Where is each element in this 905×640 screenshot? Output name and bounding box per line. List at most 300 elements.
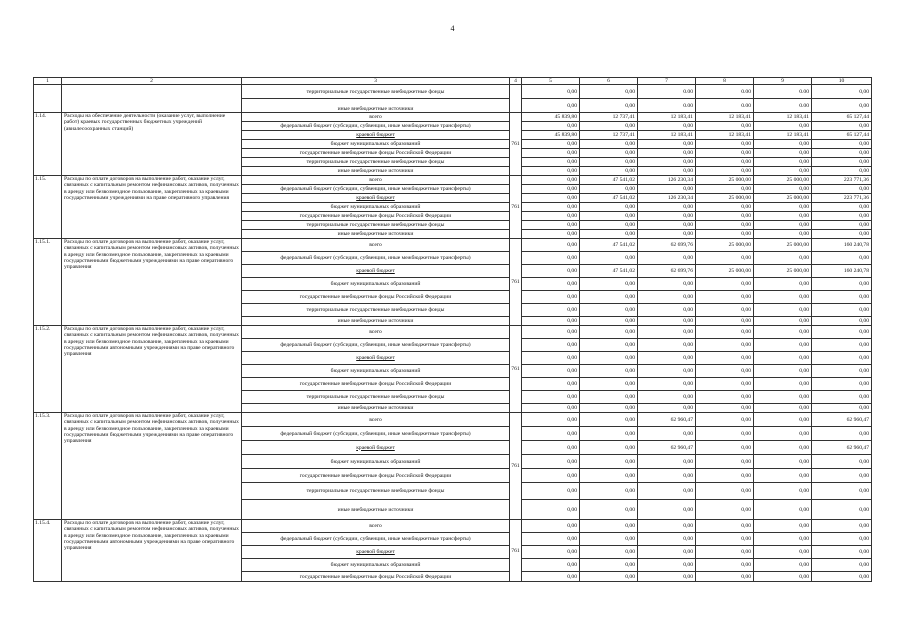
value-cell: 0,00 <box>754 149 812 158</box>
value-cell: 0,00 <box>696 167 754 176</box>
value-cell: 45 839,80 <box>522 131 580 140</box>
value-cell: 0,00 <box>638 212 696 221</box>
value-cell: 0,00 <box>580 365 638 378</box>
value-cell: 0,00 <box>696 278 754 291</box>
value-cell: 62 699,76 <box>638 265 696 278</box>
value-cell: 0,00 <box>522 176 580 185</box>
row-name-cell: Расходы по оплате договоров на выполнение работ, оказание услуг, связанных с капитальным ремонтом нефинансовых активов, полученных в аренду или безвозмездное пользование, закрепленных за краевыми государственными бюджетными учреждениями на праве оперативного управления <box>62 413 242 520</box>
value-cell: 0,00 <box>580 339 638 352</box>
value-cell: 0,00 <box>522 230 580 239</box>
value-cell: 0,00 <box>812 158 872 167</box>
value-cell: 0,00 <box>696 500 754 520</box>
value-cell: 0,00 <box>696 339 754 352</box>
value-cell: 160 240,78 <box>812 265 872 278</box>
value-cell: 0,00 <box>522 252 580 265</box>
value-cell: 0,00 <box>638 252 696 265</box>
value-cell: 0,00 <box>696 326 754 339</box>
table-row <box>34 326 872 339</box>
source-cell: всего <box>242 520 510 533</box>
value-cell: 25 000,00 <box>754 176 812 185</box>
value-cell: 0,00 <box>812 483 872 500</box>
row-name-cell: Расходы по оплате договоров на выполнение работ, оказание услуг, связанных с капитальным ремонтом нефинансовых активов, полученных в аренду или безвозмездное пользование, закрепленных за краевыми государственными автономными учреждениями на праве оперативного управления <box>62 326 242 413</box>
value-cell: 62 960,47 <box>638 413 696 427</box>
source-cell: краевой бюджет <box>242 441 510 455</box>
value-cell: 0,00 <box>522 194 580 203</box>
value-cell: 0,00 <box>580 278 638 291</box>
header-cell: 1 <box>34 78 62 85</box>
value-cell: 0,00 <box>522 483 580 500</box>
source-cell: бюджет муниципальных образований <box>242 278 510 291</box>
value-cell: 0,00 <box>638 404 696 413</box>
value-cell: 126 230,34 <box>638 194 696 203</box>
value-cell: 0,00 <box>580 85 638 99</box>
value-cell: 0,00 <box>812 99 872 113</box>
value-cell: 0,00 <box>522 167 580 176</box>
value-cell: 0,00 <box>580 378 638 391</box>
value-cell: 0,00 <box>522 455 580 469</box>
value-cell: 0,00 <box>754 520 812 533</box>
header-cell: 3 <box>242 78 510 85</box>
value-cell: 0,00 <box>638 278 696 291</box>
source-cell: иные внебюджетные источники <box>242 99 510 113</box>
source-cell: территориальные государственные внебюджетные фонды <box>242 391 510 404</box>
value-cell: 0,00 <box>812 221 872 230</box>
value-cell: 0,00 <box>638 546 696 559</box>
row-name-cell: Расходы на обеспечение деятельности (оказание услуг, выполнение работ) краевых государственных бюджетных учреждений (авиалесоохранных станций) <box>62 113 242 176</box>
row-name-cell: Расходы по оплате договоров на выполнение работ, оказание услуг, связанных с капитальным ремонтом нефинансовых активов, полученных в аренду или безвозмездное пользование, закрепленных за краевыми государственными автономными учреждениями на праве оперативного управления <box>62 520 242 582</box>
row-name-cell: Расходы по оплате договоров на выполнение работ, оказание услуг, связанных с капитальным ремонтом нефинансовых активов, полученных в аренду или безвозмездное пользование, закрепленных за краевыми государственными учреждениями на праве оперативного управления <box>62 176 242 239</box>
code-cell: 761 <box>510 113 522 176</box>
header-cell: 6 <box>580 78 638 85</box>
row-number-cell: 1.15.4. <box>34 520 62 582</box>
value-cell: 0,00 <box>696 441 754 455</box>
value-cell: 0.00 <box>754 99 812 113</box>
source-cell: всего <box>242 326 510 339</box>
value-cell: 0,00 <box>522 185 580 194</box>
value-cell: 0,00 <box>522 99 580 113</box>
source-cell: государственные внебюджетные фонды Российской Федерации <box>242 291 510 304</box>
header-cell: 8 <box>696 78 754 85</box>
row-number-cell: 1.15.2. <box>34 326 62 413</box>
value-cell: 47 541,02 <box>580 265 638 278</box>
row-number-cell: 1.15.1. <box>34 239 62 326</box>
table-row <box>34 239 872 252</box>
header-cell: 5 <box>522 78 580 85</box>
value-cell: 47 541,02 <box>580 239 638 252</box>
value-cell: 0,00 <box>696 149 754 158</box>
value-cell: 0,00 <box>580 317 638 326</box>
value-cell: 25 000,00 <box>696 265 754 278</box>
source-cell: иные внебюджетные источники <box>242 404 510 413</box>
value-cell: 0,00 <box>522 278 580 291</box>
value-cell: 65 127,44 <box>812 131 872 140</box>
value-cell: 0,00 <box>696 140 754 149</box>
value-cell: 223 771,36 <box>812 194 872 203</box>
value-cell: 0,00 <box>580 326 638 339</box>
value-cell: 0,00 <box>580 212 638 221</box>
value-cell: 0,00 <box>580 455 638 469</box>
table-row <box>34 413 872 427</box>
row-number-cell: 1.15. <box>34 176 62 239</box>
value-cell: 47 541,02 <box>580 194 638 203</box>
value-cell: 0,00 <box>580 533 638 546</box>
value-cell: 62 960,47 <box>812 413 872 427</box>
value-cell: 47 541,02 <box>580 176 638 185</box>
source-cell: территориальные государственные внебюджетные фонды <box>242 85 510 99</box>
value-cell: 0,00 <box>522 559 580 572</box>
source-cell: государственные внебюджетные фонды Российской Федерации <box>242 469 510 483</box>
value-cell: 62 960,47 <box>812 441 872 455</box>
value-cell: 0,00 <box>638 221 696 230</box>
value-cell: 0,00 <box>696 413 754 427</box>
value-cell: 0,00 <box>696 378 754 391</box>
value-cell: 0,00 <box>754 378 812 391</box>
value-cell: 0,00 <box>754 559 812 572</box>
source-cell: государственные внебюджетные фонды Российской Федерации <box>242 378 510 391</box>
value-cell: 0,00 <box>522 239 580 252</box>
value-cell: 12 183,41 <box>754 131 812 140</box>
header-cell: 9 <box>754 78 812 85</box>
value-cell: 0,00 <box>522 572 580 582</box>
value-cell: 0,00 <box>754 469 812 483</box>
value-cell: 0,00 <box>754 483 812 500</box>
value-cell: 12 183,41 <box>696 131 754 140</box>
value-cell: 0,00 <box>580 304 638 317</box>
value-cell: 0,00 <box>522 122 580 131</box>
value-cell: 0,00 <box>580 404 638 413</box>
value-cell: 0,00 <box>696 212 754 221</box>
source-cell: территориальные государственные внебюджетные фонды <box>242 158 510 167</box>
value-cell: 0,00 <box>812 304 872 317</box>
source-cell: государственные внебюджетные фонды Российской Федерации <box>242 572 510 582</box>
value-cell: 0.00 <box>638 85 696 99</box>
table-row <box>34 113 872 122</box>
value-cell: 0,00 <box>522 413 580 427</box>
value-cell: 0,00 <box>522 212 580 221</box>
value-cell: 0,00 <box>522 365 580 378</box>
source-cell: иные внебюджетные источники <box>242 500 510 520</box>
value-cell: 0,00 <box>754 221 812 230</box>
value-cell: 0,00 <box>580 122 638 131</box>
value-cell: 0,00 <box>638 149 696 158</box>
value-cell: 0,00 <box>812 391 872 404</box>
source-cell: государственные внебюджетные фонды Российской Федерации <box>242 212 510 221</box>
source-cell: федеральный бюджет (субсидии, субвенции, иные межбюджетные трансферты) <box>242 533 510 546</box>
value-cell: 0,00 <box>812 149 872 158</box>
value-cell: 0,00 <box>812 520 872 533</box>
value-cell: 0,00 <box>580 520 638 533</box>
value-cell: 0,00 <box>696 546 754 559</box>
code-cell: 761 <box>510 413 522 520</box>
value-cell: 0,00 <box>754 122 812 131</box>
row-name-cell: Расходы по оплате договоров на выполнение работ, оказание услуг, связанных с капитальным ремонтом нефинансовых активов, полученных в аренду или безвозмездное пользование, закрепленных за краевыми государственными бюджетными учреждениями на праве оперативного управления <box>62 239 242 326</box>
value-cell: 0,00 <box>696 404 754 413</box>
value-cell: 0,00 <box>696 291 754 304</box>
header-cell: 10 <box>812 78 872 85</box>
value-cell: 0,00 <box>812 500 872 520</box>
value-cell: 0,00 <box>522 265 580 278</box>
table-row <box>34 520 872 533</box>
value-cell: 0,00 <box>696 252 754 265</box>
value-cell: 12 183,41 <box>696 113 754 122</box>
value-cell: 223 771,36 <box>812 176 872 185</box>
value-cell: 160 240,78 <box>812 239 872 252</box>
row-number-cell: 1.15.3. <box>34 413 62 520</box>
source-cell: краевой бюджет <box>242 352 510 365</box>
value-cell: 0,00 <box>580 559 638 572</box>
source-cell: федеральный бюджет (субсидии, субвенции, иные межбюджетные трансферты) <box>242 185 510 194</box>
value-cell: 0,00 <box>754 304 812 317</box>
value-cell: 0,00 <box>754 140 812 149</box>
source-cell: бюджет муниципальных образований <box>242 455 510 469</box>
value-cell: 25 000,00 <box>696 194 754 203</box>
value-cell: 0,00 <box>812 533 872 546</box>
source-cell: территориальные государственные внебюджетные фонды <box>242 304 510 317</box>
value-cell: 0,00 <box>754 167 812 176</box>
value-cell: 0,00 <box>754 317 812 326</box>
value-cell: 0,00 <box>696 203 754 212</box>
value-cell: 0,00 <box>754 546 812 559</box>
source-cell: бюджет муниципальных образований <box>242 559 510 572</box>
value-cell: 0,00 <box>522 441 580 455</box>
value-cell: 0,00 <box>580 413 638 427</box>
value-cell: 0,00 <box>696 317 754 326</box>
source-cell: территориальные государственные внебюджетные фонды <box>242 483 510 500</box>
value-cell: 0,00 <box>696 391 754 404</box>
value-cell: 25 000,00 <box>696 176 754 185</box>
source-cell: территориальные государственные внебюджетные фонды <box>242 221 510 230</box>
value-cell: 0,00 <box>638 339 696 352</box>
value-cell: 0,00 <box>754 203 812 212</box>
value-cell: 0,00 <box>638 326 696 339</box>
value-cell: 0,00 <box>638 167 696 176</box>
code-cell <box>510 85 522 113</box>
table-row <box>34 85 872 99</box>
code-cell: 761 <box>510 176 522 239</box>
value-cell: 0,00 <box>812 378 872 391</box>
value-cell: 0,00 <box>754 365 812 378</box>
value-cell: 0,00 <box>638 520 696 533</box>
value-cell: 0,00 <box>812 212 872 221</box>
value-cell: 0,00 <box>638 500 696 520</box>
value-cell: 0,00 <box>638 572 696 582</box>
value-cell: 0,00 <box>754 291 812 304</box>
code-cell: 761 <box>510 326 522 413</box>
value-cell: 0,00 <box>522 546 580 559</box>
value-cell: 0,00 <box>522 203 580 212</box>
header-cell: 2 <box>62 78 242 85</box>
value-cell: 0,00 <box>638 365 696 378</box>
value-cell: 0,00 <box>696 483 754 500</box>
value-cell: 0,00 <box>754 252 812 265</box>
value-cell: 12 183,41 <box>638 131 696 140</box>
value-cell: 0,00 <box>580 230 638 239</box>
value-cell: 0,00 <box>522 391 580 404</box>
value-cell: 0,00 <box>754 278 812 291</box>
value-cell: 25 000,00 <box>754 194 812 203</box>
code-cell: 761 <box>510 520 522 582</box>
value-cell: 0,00 <box>812 339 872 352</box>
budget-table <box>33 77 872 582</box>
value-cell: 0,00 <box>638 352 696 365</box>
value-cell: 0,00 <box>580 158 638 167</box>
source-cell: краевой бюджет <box>242 131 510 140</box>
source-cell: бюджет муниципальных образований <box>242 203 510 212</box>
value-cell: 0,00 <box>522 533 580 546</box>
value-cell: 0,00 <box>638 291 696 304</box>
source-cell: краевой бюджет <box>242 265 510 278</box>
value-cell: 0,00 <box>812 365 872 378</box>
value-cell: 0,00 <box>812 427 872 441</box>
value-cell: 0,00 <box>696 533 754 546</box>
value-cell: 0,00 <box>812 167 872 176</box>
value-cell: 0,00 <box>754 427 812 441</box>
value-cell: 0,00 <box>812 252 872 265</box>
value-cell: 0,00 <box>754 185 812 194</box>
value-cell: 0,00 <box>522 339 580 352</box>
value-cell: 65 127,44 <box>812 113 872 122</box>
value-cell: 0,00 <box>812 85 872 99</box>
source-cell: иные внебюджетные источники <box>242 230 510 239</box>
value-cell: 0,00 <box>522 304 580 317</box>
value-cell: 0,00 <box>696 304 754 317</box>
source-cell: федеральный бюджет (субсидии, субвенции, иные межбюджетные трансферты) <box>242 339 510 352</box>
value-cell: 0,00 <box>696 427 754 441</box>
value-cell: 0,00 <box>812 122 872 131</box>
value-cell: 62 960,47 <box>638 441 696 455</box>
value-cell: 0.00 <box>638 99 696 113</box>
value-cell: 0,00 <box>754 158 812 167</box>
source-cell: всего <box>242 239 510 252</box>
value-cell: 0,00 <box>580 252 638 265</box>
value-cell: 0,00 <box>638 122 696 131</box>
value-cell: 0,00 <box>696 221 754 230</box>
value-cell: 0,00 <box>696 185 754 194</box>
header-row <box>34 78 872 85</box>
value-cell: 0,00 <box>812 326 872 339</box>
source-cell: государственные внебюджетные фонды Российской Федерации <box>242 149 510 158</box>
value-cell: 0,00 <box>696 122 754 131</box>
value-cell: 0,00 <box>696 520 754 533</box>
value-cell: 62 699,76 <box>638 239 696 252</box>
value-cell: 0,00 <box>638 469 696 483</box>
code-cell: 761 <box>510 239 522 326</box>
value-cell: 0,00 <box>812 469 872 483</box>
value-cell: 0,00 <box>522 85 580 99</box>
value-cell: 0,00 <box>754 413 812 427</box>
value-cell: 0,00 <box>580 99 638 113</box>
value-cell: 0,00 <box>812 546 872 559</box>
value-cell: 0,00 <box>754 533 812 546</box>
value-cell: 0,00 <box>754 404 812 413</box>
value-cell: 0,00 <box>754 391 812 404</box>
value-cell: 0,00 <box>754 212 812 221</box>
value-cell: 0,00 <box>696 455 754 469</box>
value-cell: 12 737,41 <box>580 131 638 140</box>
value-cell: 0,00 <box>522 404 580 413</box>
value-cell: 0,00 <box>580 546 638 559</box>
value-cell: 0,00 <box>580 140 638 149</box>
value-cell: 0,00 <box>754 441 812 455</box>
value-cell: 0,00 <box>522 326 580 339</box>
value-cell: 0,00 <box>754 326 812 339</box>
value-cell: 25 000,00 <box>754 239 812 252</box>
value-cell: 0,00 <box>812 352 872 365</box>
value-cell: 0,00 <box>580 427 638 441</box>
value-cell: 0,00 <box>638 378 696 391</box>
value-cell: 0.00 <box>754 85 812 99</box>
row-number-cell <box>34 85 62 113</box>
source-cell: всего <box>242 113 510 122</box>
value-cell: 0,00 <box>812 140 872 149</box>
value-cell: 0,00 <box>754 339 812 352</box>
value-cell: 12 183,41 <box>754 113 812 122</box>
value-cell: 0,00 <box>580 483 638 500</box>
value-cell: 12 183,41 <box>638 113 696 122</box>
value-cell: 0,00 <box>812 317 872 326</box>
value-cell: 45 839,80 <box>522 113 580 122</box>
value-cell: 0,00 <box>638 158 696 167</box>
value-cell: 0,00 <box>638 427 696 441</box>
row-name-cell <box>62 85 242 113</box>
value-cell: 0,00 <box>522 140 580 149</box>
value-cell: 0,00 <box>522 352 580 365</box>
value-cell: 0,00 <box>638 304 696 317</box>
value-cell: 0,00 <box>522 427 580 441</box>
value-cell: 0.00 <box>696 99 754 113</box>
value-cell: 0,00 <box>812 185 872 194</box>
source-cell: бюджет муниципальных образований <box>242 140 510 149</box>
value-cell: 25 000,00 <box>696 239 754 252</box>
value-cell: 0,00 <box>696 572 754 582</box>
header-cell: 4 <box>510 78 522 85</box>
value-cell: 0,00 <box>638 455 696 469</box>
source-cell: всего <box>242 176 510 185</box>
header-cell: 7 <box>638 78 696 85</box>
value-cell: 0,00 <box>812 404 872 413</box>
source-cell: федеральный бюджет (субсидии, субвенции, иные межбюджетные трансферты) <box>242 427 510 441</box>
value-cell: 0,00 <box>812 455 872 469</box>
value-cell: 12 737,41 <box>580 113 638 122</box>
value-cell: 126 230,34 <box>638 176 696 185</box>
value-cell: 0,00 <box>580 469 638 483</box>
value-cell: 0,00 <box>580 352 638 365</box>
value-cell: 0,00 <box>696 352 754 365</box>
value-cell: 0,00 <box>580 203 638 212</box>
value-cell: 0,00 <box>696 158 754 167</box>
value-cell: 0,00 <box>638 203 696 212</box>
value-cell: 0,00 <box>522 520 580 533</box>
value-cell: 0,00 <box>580 167 638 176</box>
value-cell: 0.00 <box>696 85 754 99</box>
value-cell: 0,00 <box>522 221 580 230</box>
source-cell: федеральный бюджет (субсидии, субвенции, иные межбюджетные трансферты) <box>242 252 510 265</box>
table-row <box>34 176 872 185</box>
value-cell: 0,00 <box>638 533 696 546</box>
value-cell: 0,00 <box>638 185 696 194</box>
source-cell: иные внебюджетные источники <box>242 167 510 176</box>
value-cell: 0,00 <box>638 317 696 326</box>
source-cell: бюджет муниципальных образований <box>242 365 510 378</box>
value-cell: 0,00 <box>812 572 872 582</box>
value-cell: 0,00 <box>522 291 580 304</box>
value-cell: 0,00 <box>638 140 696 149</box>
value-cell: 0,00 <box>638 230 696 239</box>
value-cell: 0,00 <box>812 559 872 572</box>
value-cell: 0,00 <box>812 291 872 304</box>
table-body <box>34 78 872 582</box>
value-cell: 0,00 <box>522 500 580 520</box>
